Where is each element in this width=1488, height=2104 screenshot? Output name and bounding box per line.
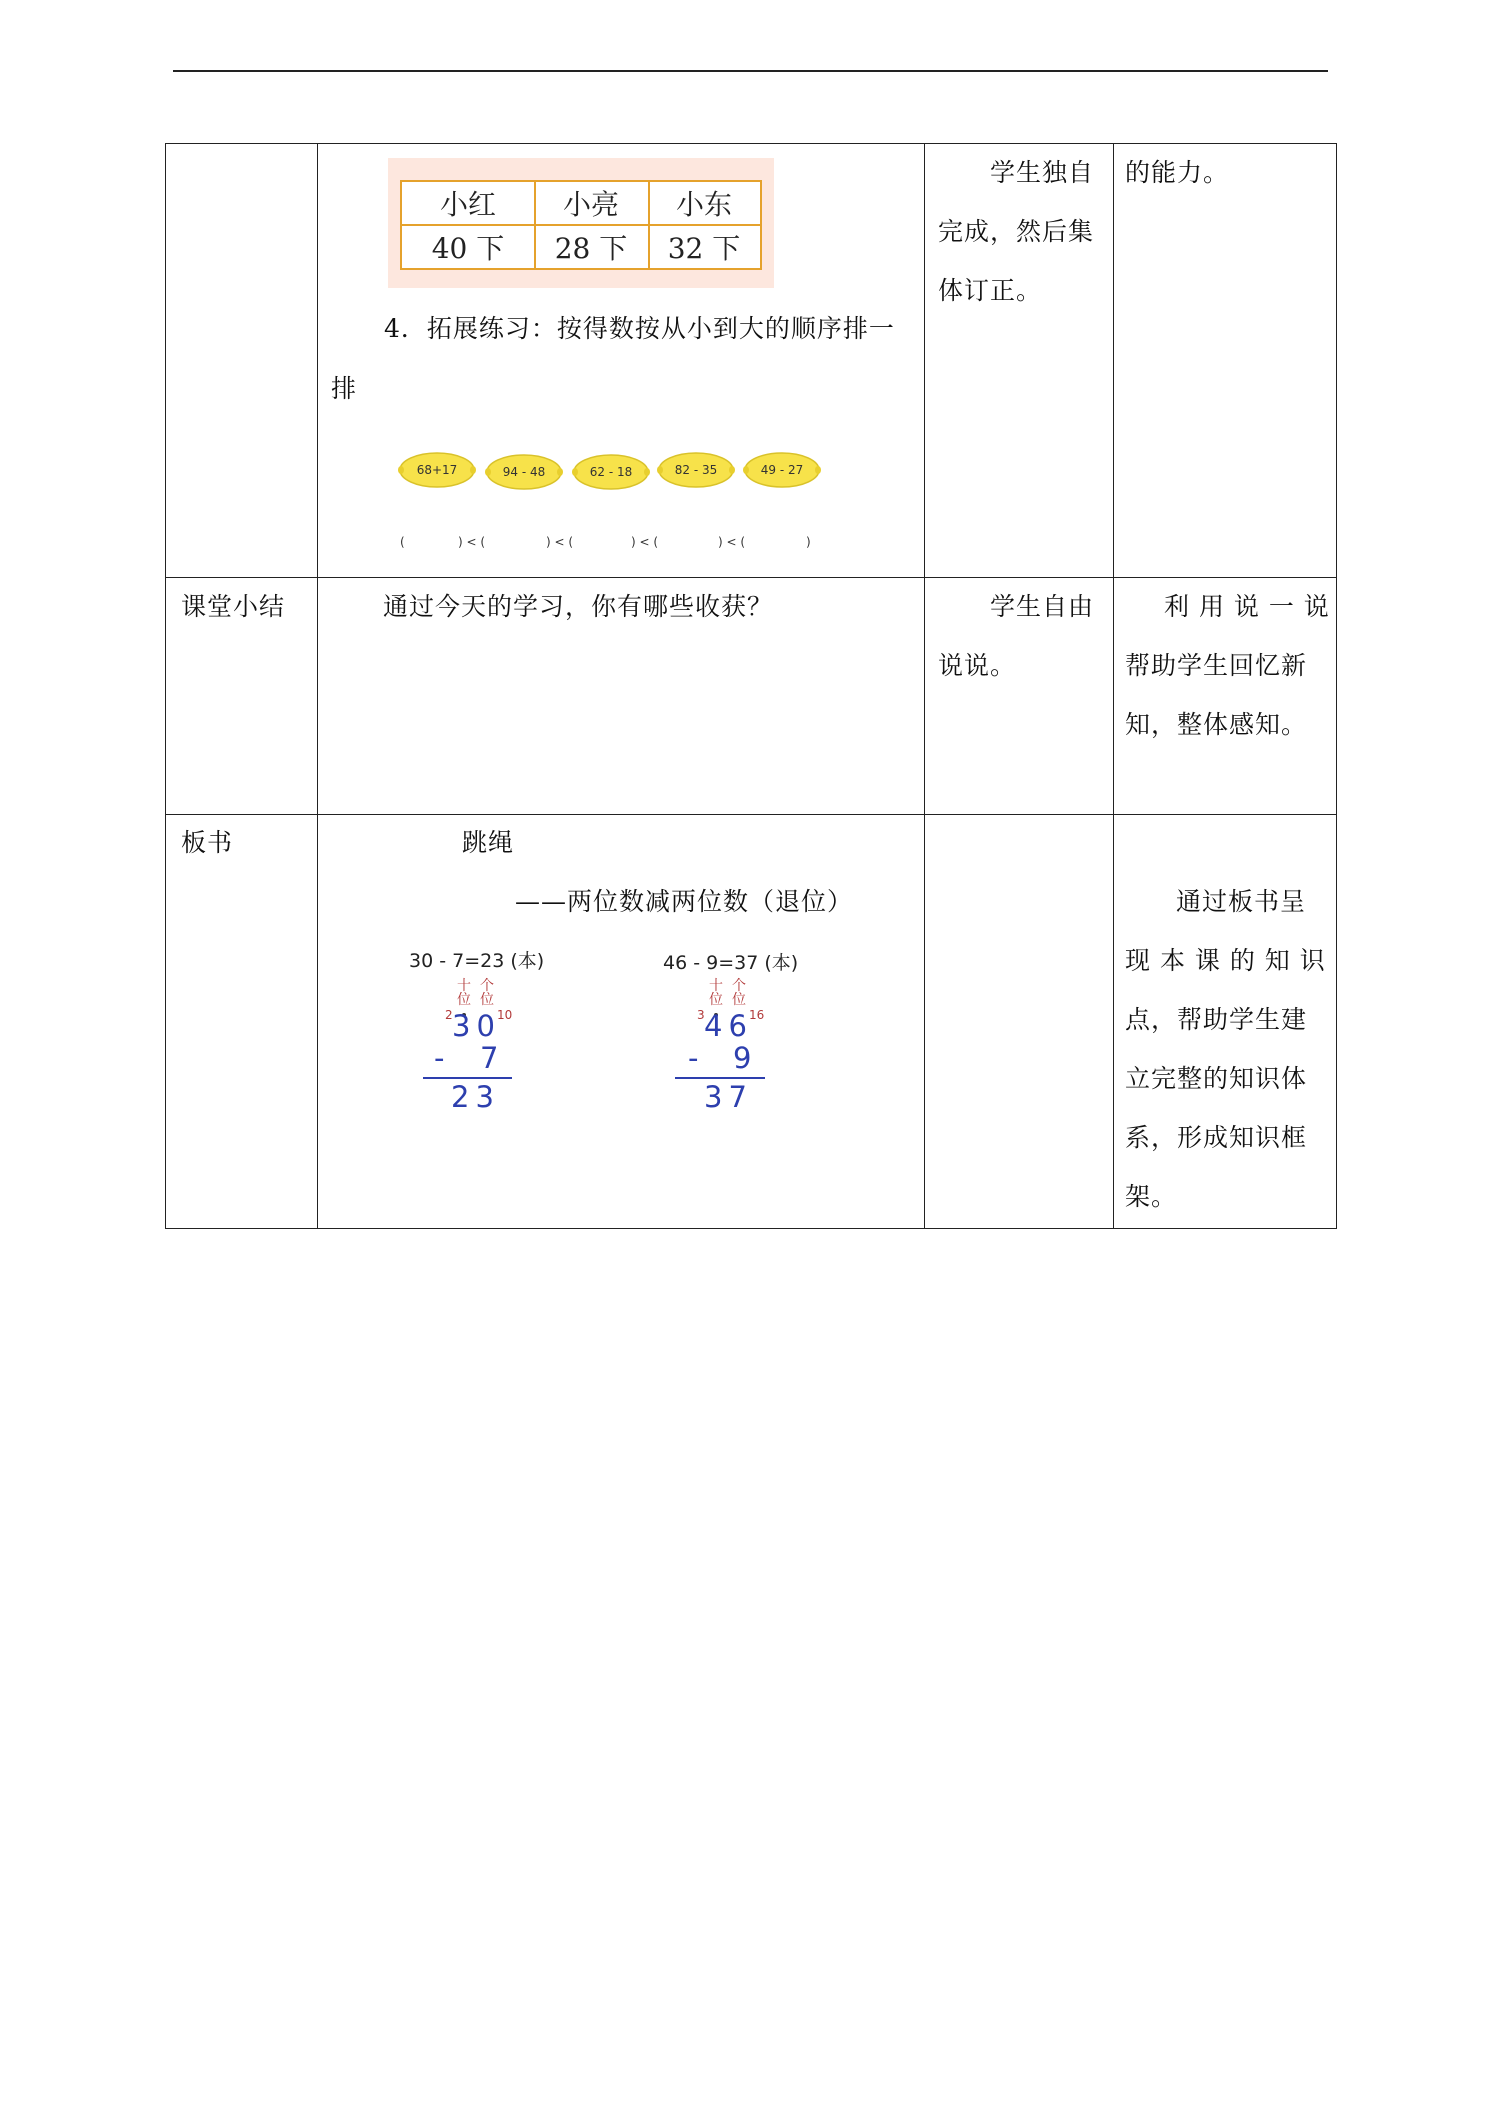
calc-rule [675, 1077, 765, 1079]
design-intent-line: 现 本 课 的 知 识 [1125, 946, 1326, 975]
design-intent-line: 立完整的知识体 [1125, 1064, 1308, 1093]
student-activity-line: 说说。 [938, 651, 1017, 680]
borrow-mark: 3 [697, 1008, 705, 1022]
design-intent-line: 利 用 说 一 说 [1164, 592, 1330, 621]
student-activity-line: 学生独自 [990, 158, 1095, 187]
paren-compare: ) < ( [546, 535, 574, 549]
row-label-summary: 课堂小结 [181, 592, 286, 621]
minuend: 30 [452, 1009, 501, 1043]
score-count: 40 下 [431, 232, 505, 265]
design-intent-line: 架。 [1125, 1182, 1178, 1211]
exercise-text: 4．拓展练习：按得数按从小到大的顺序排一 [384, 314, 895, 343]
lemon-card: 82 - 35 [657, 450, 735, 490]
design-intent-line: 系，形成知识框 [1125, 1123, 1308, 1152]
page-header-rule [173, 70, 1328, 72]
score-count: 28 下 [554, 232, 628, 265]
borrow-mark: 10 [497, 1008, 513, 1022]
score-name: 小红 [439, 188, 496, 221]
paren-open: ( [400, 535, 405, 549]
place-label-ones: 个 位 [480, 978, 494, 1008]
minus-sign: - [688, 1041, 705, 1075]
row-label-board: 板书 [181, 828, 234, 857]
score-table-image [388, 158, 774, 288]
student-activity-line: 完成，然后集 [938, 217, 1095, 246]
difference: 23 [451, 1080, 500, 1114]
paren-compare: ) < ( [718, 535, 746, 549]
table-top-border [165, 143, 1336, 144]
minuend: 46 [704, 1009, 753, 1043]
place-label-ones: 个 位 [732, 978, 746, 1008]
paren-compare: ) < ( [458, 535, 486, 549]
design-intent-line: 帮助学生回忆新 [1125, 651, 1308, 680]
design-intent-line: 知，整体感知。 [1125, 710, 1308, 739]
score-name: 小亮 [562, 188, 619, 221]
row-divider [165, 577, 1336, 578]
paren-close: ) [806, 535, 811, 549]
column-divider [1113, 143, 1114, 1229]
exercise-text-cont: 排 [331, 374, 358, 403]
row-divider [165, 814, 1336, 815]
borrow-mark: 16 [749, 1008, 765, 1022]
table-left-border [165, 143, 166, 1229]
table-bottom-border [165, 1228, 1336, 1229]
student-activity-line: 学生自由 [990, 592, 1095, 621]
paren-compare: ) < ( [631, 535, 659, 549]
column-divider [924, 143, 925, 1229]
score-name: 小东 [675, 188, 732, 221]
lemon-card: 62 - 18 [572, 452, 650, 492]
difference: 37 [704, 1080, 753, 1114]
design-intent-line: 通过板书呈 [1176, 887, 1307, 916]
minus-sign: - [434, 1041, 451, 1075]
lemon-card: 49 - 27 [743, 450, 821, 490]
borrow-mark: 2 [445, 1008, 453, 1022]
lemon-card: 94 - 48 [485, 452, 563, 492]
score-table [400, 180, 762, 270]
table-right-border [1336, 143, 1337, 1229]
column-divider [317, 143, 318, 1229]
design-intent-line: 的能力。 [1125, 158, 1230, 187]
board-title: 跳绳 [462, 828, 515, 857]
summary-question: 通过今天的学习，你有哪些收获？ [383, 592, 774, 621]
lemon-card: 68+17 [398, 450, 476, 490]
score-count: 32 下 [667, 232, 741, 265]
place-label-tens: 十 位 [709, 978, 723, 1008]
calc-rule [423, 1077, 512, 1079]
student-activity-line: 体订正。 [938, 276, 1043, 305]
board-equation: 46 - 9=37 (本) [663, 952, 799, 974]
design-intent-line: 点，帮助学生建 [1125, 1005, 1308, 1034]
board-subtitle: ——两位数减两位数（退位） [515, 887, 854, 916]
board-equation: 30 - 7=23 (本) [409, 950, 545, 972]
subtrahend: 7 [480, 1041, 505, 1075]
place-label-tens: 十 位 [457, 978, 471, 1008]
subtrahend: 9 [733, 1041, 758, 1075]
